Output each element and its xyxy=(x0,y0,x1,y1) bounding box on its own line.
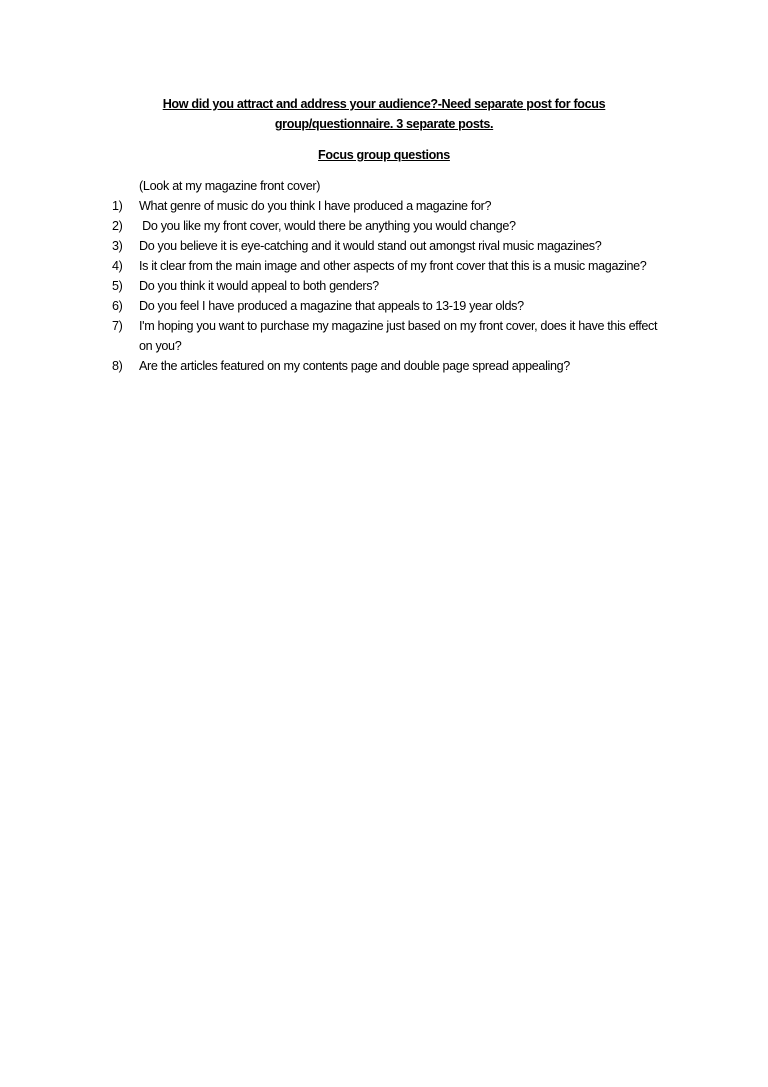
list-number: 4) xyxy=(112,259,123,273)
list-number: 7) xyxy=(112,319,123,333)
list-number: 2) xyxy=(112,219,123,233)
list-item xyxy=(112,357,672,377)
list-number: 5) xyxy=(112,279,123,293)
question-text: Do you believe it is eye-catching and it would stand out amongst rival music magazines? xyxy=(139,239,602,253)
list-item xyxy=(112,217,672,237)
list-item xyxy=(112,257,672,277)
list-number: 6) xyxy=(112,299,123,313)
list-item xyxy=(112,237,672,257)
list-item xyxy=(112,197,672,217)
intro-text: (Look at my magazine front cover) xyxy=(139,179,321,193)
section-title: Focus group questions xyxy=(318,148,450,162)
list-item xyxy=(112,317,672,356)
list-number: 1) xyxy=(112,199,123,213)
question-text: Do you feel I have produced a magazine that appeals to 13-19 year olds? xyxy=(139,299,524,313)
list-number: 8) xyxy=(112,358,123,373)
question-text: Is it clear from the main image and other aspects of my front cover that this is a music magazine? xyxy=(139,259,647,273)
list-item xyxy=(112,297,672,317)
question-text: I'm hoping you want to purchase my magazine just based on my front cover, does it have this effect on you? xyxy=(139,319,658,353)
question-list xyxy=(112,197,672,377)
question-text: Do you think it would appeal to both genders? xyxy=(139,279,379,293)
question-text: What genre of music do you think I have produced a magazine for? xyxy=(139,199,492,213)
list-item xyxy=(112,277,672,297)
page-title: How did you attract and address your audience?-Need separate post for focus group/questionnaire. 3 separate posts. xyxy=(162,97,606,131)
list-number: 3) xyxy=(112,239,123,253)
question-text: Do you like my front cover, would there be anything you would change? xyxy=(139,219,516,233)
question-text: Are the articles featured on my contents page and double page spread appealing? xyxy=(139,358,570,373)
